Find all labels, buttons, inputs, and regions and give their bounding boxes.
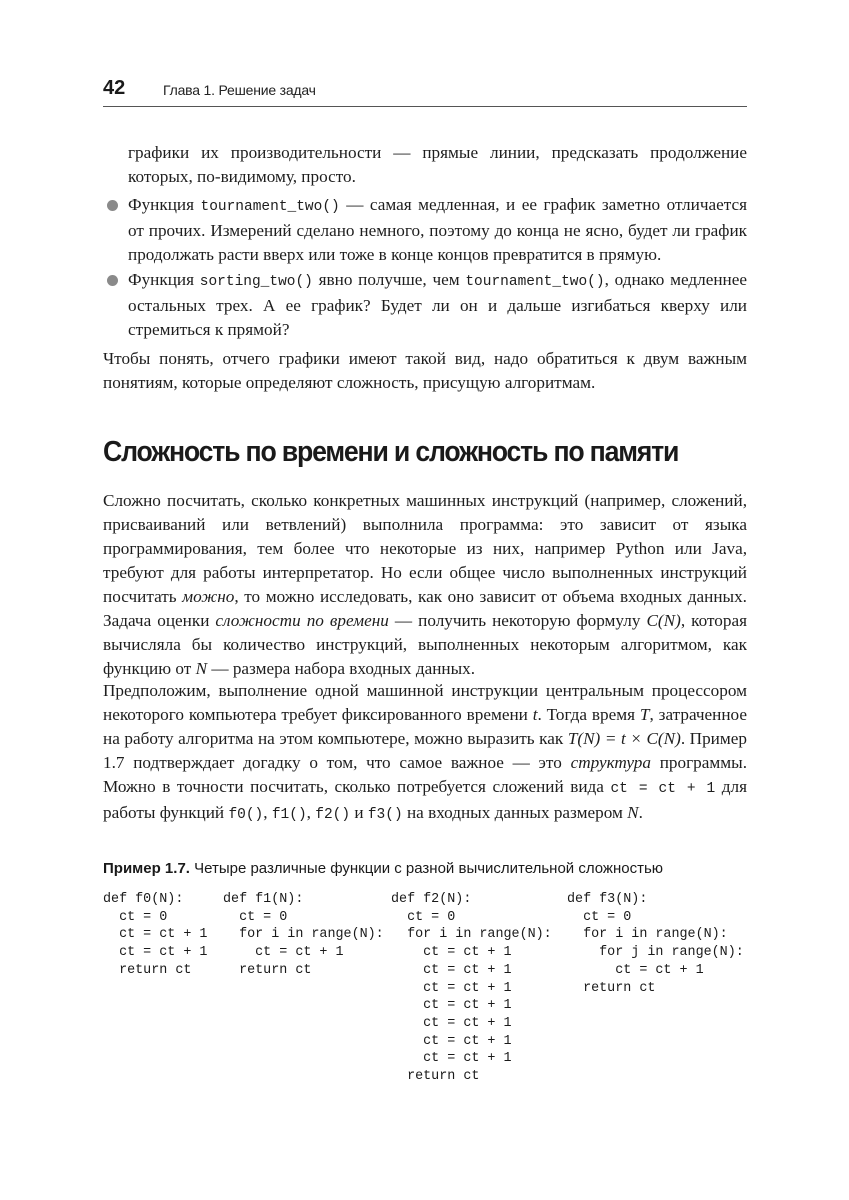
bullet-item-sorting: Функция sorting_two() явно получше, чем tournament_two(), однако медленнее остальных трех. А ее график? Будет ли он и дальше изгибаться кверху или стремиться к прямой? bbox=[128, 270, 747, 339]
inline-code: f0() bbox=[228, 807, 264, 823]
bullet-icon bbox=[107, 200, 118, 211]
page-header bbox=[103, 74, 747, 107]
section-title: Сложность по времени и сложность по памяти bbox=[103, 436, 679, 468]
inline-code: tournament_two() bbox=[200, 199, 340, 215]
code-listing-f3: def f3(N): ct = 0 for i in range(N): for j in range(N): ct = ct + 1 return ct bbox=[567, 892, 744, 996]
inline-code: f1() bbox=[271, 807, 307, 823]
inline-code: sorting_two() bbox=[199, 274, 313, 290]
inline-code: ct = ct + 1 bbox=[610, 781, 716, 797]
chapter-title: Глава 1. Решение задач bbox=[163, 82, 316, 98]
example-label: Пример 1.7. bbox=[103, 860, 190, 877]
page-number: 42 bbox=[103, 77, 126, 99]
paragraph-time-complexity: Сложно посчитать, сколько конкретных машинных инструкций (например, сложений, присваиваний или ветвлений) выполнила программа: это зависит от языка программирования, тем более что некоторые из них, например Python или Java, требуют для работы интерпретатор. Но если общее число выполненных инструкций посчитать можно, то можно исследовать, как оно зависит от объема входных данных. Задача оценки сложности по времени — получить некоторую формулу C(N), которая вычисляла бы количество инструкций, выполненных некоторым алгоритмом, как функцию от N — размера набора входных данных. bbox=[103, 491, 747, 678]
code-listing-f1: def f1(N): ct = 0 for i in range(N): ct = ct + 1 return ct bbox=[223, 892, 384, 978]
intro-paragraph: Чтобы понять, отчего графики имеют такой вид, надо обратиться к двум важным понятиям, которые определяют сложность, присущую алгоритмам. bbox=[103, 349, 747, 392]
bullet-item-tournament: Функция tournament_two() — самая медленная, и ее график заметно отличается от прочих. Измерений сделано немного, поэтому до конца не ясно, будет ли график продолжать расти вверх или тоже в конце концов превратится в прямую. bbox=[128, 195, 747, 264]
inline-code: tournament_two() bbox=[465, 274, 605, 290]
example-caption: Пример 1.7. Четыре различные функции с разной вычислительной сложностью bbox=[103, 860, 664, 877]
paragraph-instruction-time: Предположим, выполнение одной машинной инструкции центральным процессором некоторого компьютера требует фиксированного времени t. Тогда время T, затраченное на работу алгоритма на этом компьютере, можно выразить как T(N) = t × C(N). Пример 1.7 подтверждает догадку о том, что самое важное — это структура программы. Можно в точности посчитать, сколько потребуется сложений вида ct = ct + 1 для работы функций f0(), f1(), f2() и f3() на входных данных размером N. bbox=[103, 681, 747, 823]
continuation-paragraph: графики их производительности — прямые линии, предсказать продолжение которых, по-видимому, просто. bbox=[128, 143, 747, 186]
bullet-icon bbox=[107, 275, 118, 286]
code-listing-f2: def f2(N): ct = 0 for i in range(N): ct = ct + 1 ct = ct + 1 ct = ct + 1 ct = ct + 1 ct = ct + 1 ct = ct + 1 ct = ct + 1 return ct bbox=[391, 892, 552, 1085]
code-listing-f0: def f0(N): ct = 0 ct = ct + 1 ct = ct + 1 return ct bbox=[103, 892, 208, 978]
inline-code: f3() bbox=[367, 807, 403, 823]
inline-code: f2() bbox=[315, 807, 351, 823]
